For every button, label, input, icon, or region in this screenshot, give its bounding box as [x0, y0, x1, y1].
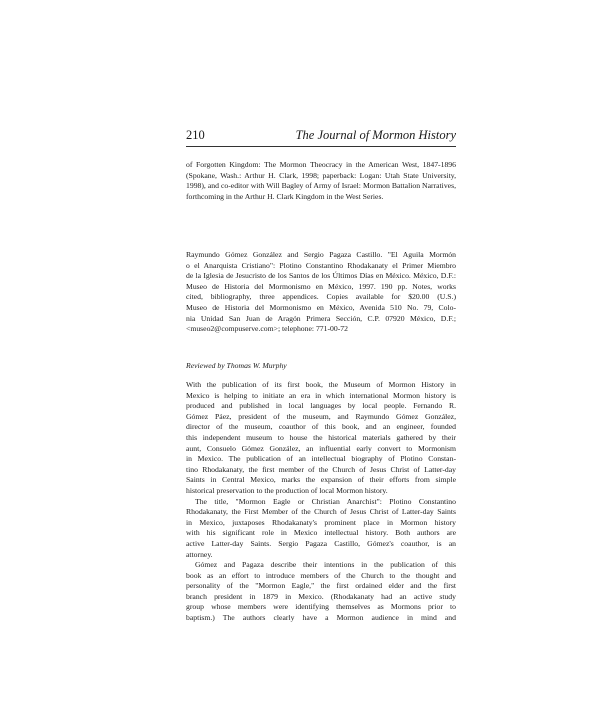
previous-reviewer-bio	[186, 160, 456, 202]
text-line: historical preservation to the production of local Mormon history.	[186, 485, 388, 495]
text-line: 1998), and co-editor with Will Bagley of Army of Israel: Mormon Battalion Narratives,	[186, 181, 456, 191]
text-line: nia Unidad San Juan de Aragón Primera Sección, C.P. 07920 México, D.F.;	[186, 313, 456, 323]
text-line: personality of the "Mormon Eagle," the first ordained elder and the first	[186, 581, 456, 591]
text-line: book as an effort to introduce members of the Church to the thought and	[186, 570, 456, 580]
text-line: forthcoming in the Arthur H. Clark Kingdom in the West Series.	[186, 191, 384, 201]
text-line: Gómez and Pagaza describe their intentions in the publication of this	[195, 560, 456, 570]
page-number: 210	[186, 128, 205, 142]
text-line: Gómez Páez, president of the museum, and Raymundo Gómez González,	[186, 411, 456, 421]
page-header	[186, 128, 456, 144]
text-line: attorney.	[186, 549, 213, 559]
text-line: branch president in 1879 in Mexico. (Rhodakanaty had an active study	[186, 591, 456, 601]
text-line: With the publication of its first book, the Museum of Mormon History in	[186, 380, 456, 389]
text-line: cited, bibliography, three appendices. Copies available for $20.00 (U.S.)	[186, 292, 456, 302]
header-rule	[186, 146, 456, 147]
text-line: baptism.) The authors clearly have a Mormon audience in mind and	[186, 613, 456, 623]
text-line: Museo de Historia del Mormonismo en México, 1997. 190 pp. Notes, works	[186, 281, 456, 291]
text-line: tino Rhodakanaty, the first member of the Church of Jesus Christ of Latter-day	[186, 464, 456, 474]
text-line: of Forgotten Kingdom: The Mormon Theocracy in the American West, 1847-1896	[186, 160, 456, 169]
text-line: with his significant role in Mexico intellectual history. Both authors are	[186, 528, 456, 538]
book-citation	[186, 250, 456, 335]
text-line: Mexico is helping to initiate an era in which international Mormon history is	[186, 390, 456, 400]
text-line: Raymundo Gómez González and Sergio Pagaza Castillo. "El Aguila Mormón	[186, 250, 456, 259]
text-line: aunt, Consuelo Gómez González, an influential early convert to Mormonism	[186, 443, 456, 453]
reviewer-name: Reviewed by Thomas W. Murphy	[186, 361, 287, 370]
text-line: Museo de Historia del Mormonismo en México, Avenida 510 No. 79, Colo-	[186, 302, 456, 312]
reviewer-byline	[186, 361, 456, 372]
running-head: The Journal of Mormon History	[295, 128, 456, 142]
text-line: (Spokane, Wash.: Arthur H. Clark, 1998; paperback: Logan: Utah State University,	[186, 170, 456, 180]
text-line: this independent museum to house the historical materials gathered by their	[186, 432, 456, 442]
text-line: de la Iglesia de Jesucristo de los Santos de los Últimos Días en México. México, D.F.:	[186, 271, 456, 281]
text-line: <museo2@compuserve.com>; telephone: 771-00-72	[186, 324, 348, 334]
text-line: Rhodakanaty, the First Member of the Church of Jesus Christ of Latter-day Saints	[186, 507, 456, 517]
text-line: in Mexico, juxtaposes Rhodakanaty's prominent place in Mormon history	[186, 517, 456, 527]
text-line: director of the museum, coauthor of this book, and an engineer, founded	[186, 422, 456, 432]
review-body	[186, 380, 456, 624]
text-line: o el Anarquista Cristiano": Plotino Constantino Rhodakanaty el Primer Miembro	[186, 260, 456, 270]
text-line: The title, "Mormon Eagle or Christian Anarchist": Plotino Constantino	[195, 496, 456, 506]
text-line: group whose members were identifying themselves as Mormons prior to	[186, 602, 456, 612]
text-line: produced and published in local languages by local people. Fernando R.	[186, 401, 456, 411]
text-line: active Latter-day Saints. Sergio Pagaza Castillo, Gómez's coauthor, is an	[186, 538, 456, 548]
text-line: Saints in Central Mexico, marks the expansion of their efforts from simple	[186, 475, 456, 485]
text-line: in Mexico. The publication of an intellectual biography of Plotino Constan-	[186, 454, 456, 464]
